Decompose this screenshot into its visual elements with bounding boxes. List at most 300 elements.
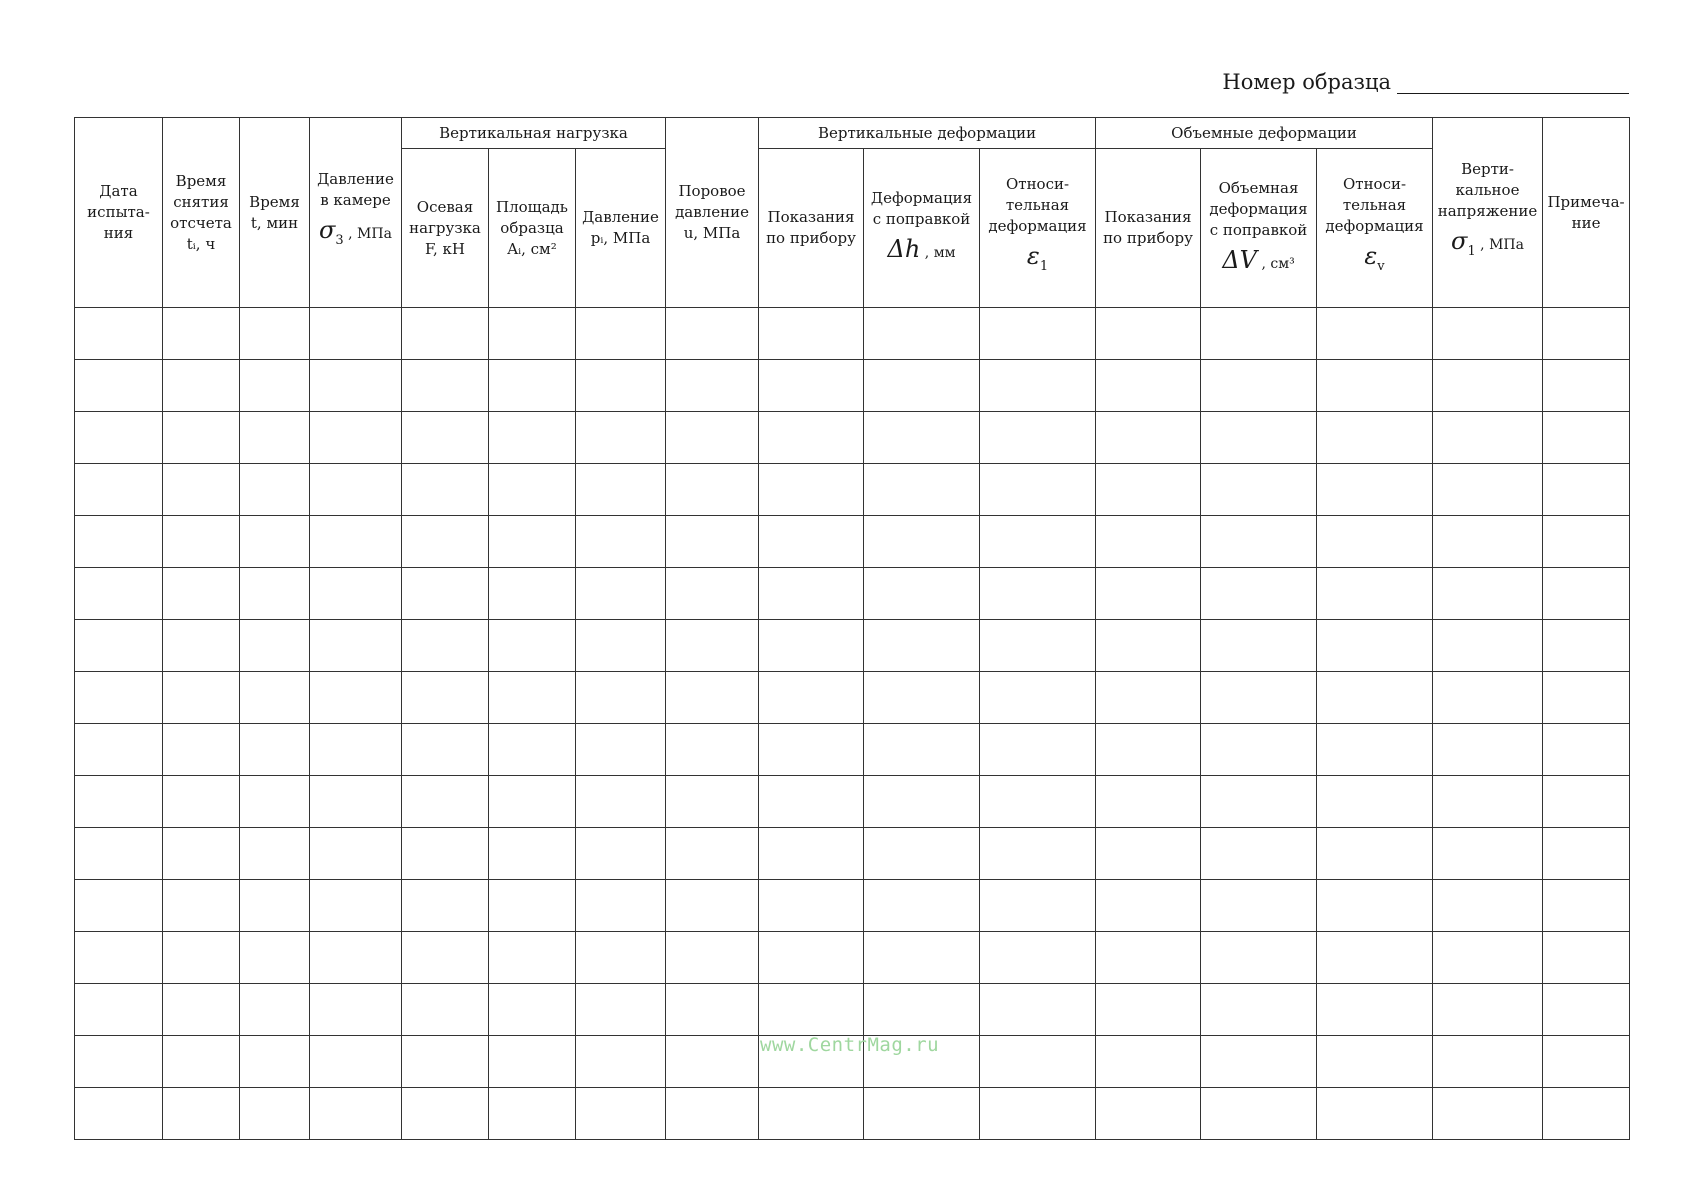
table-cell[interactable] bbox=[1201, 360, 1317, 412]
table-cell[interactable] bbox=[489, 776, 576, 828]
table-cell[interactable] bbox=[75, 724, 163, 776]
table-cell[interactable] bbox=[310, 412, 402, 464]
delta-v-symbol: ΔV , см³ bbox=[1222, 245, 1295, 274]
table-cell[interactable] bbox=[1201, 568, 1317, 620]
table-cell[interactable] bbox=[1201, 880, 1317, 932]
table-cell[interactable] bbox=[759, 672, 864, 724]
table-cell[interactable] bbox=[489, 1036, 576, 1088]
table-cell[interactable] bbox=[1317, 360, 1433, 412]
table-row bbox=[75, 776, 1630, 828]
table-cell[interactable] bbox=[489, 568, 576, 620]
col-vertical-stress: Верти- кальное напряжение $\sigma_1$ , МПа bbox=[1433, 118, 1543, 308]
table-cell[interactable] bbox=[1543, 880, 1630, 932]
table-cell[interactable] bbox=[576, 568, 666, 620]
table-cell[interactable] bbox=[310, 360, 402, 412]
table-cell[interactable] bbox=[489, 308, 576, 360]
table-cell[interactable] bbox=[666, 308, 759, 360]
sigma3-symbol: $\sigma_3$ , МПа bbox=[319, 216, 392, 248]
table-cell[interactable] bbox=[489, 880, 576, 932]
table-cell[interactable] bbox=[864, 412, 980, 464]
table-cell[interactable] bbox=[1317, 672, 1433, 724]
table-cell[interactable] bbox=[1543, 724, 1630, 776]
table-cell[interactable] bbox=[759, 308, 864, 360]
table-cell[interactable] bbox=[759, 880, 864, 932]
table-cell[interactable] bbox=[1317, 828, 1433, 880]
table-cell[interactable] bbox=[240, 516, 310, 568]
table-cell[interactable] bbox=[1317, 620, 1433, 672]
table-cell[interactable] bbox=[864, 308, 980, 360]
table-cell[interactable] bbox=[163, 672, 240, 724]
table-cell[interactable] bbox=[1543, 412, 1630, 464]
group-volume-deformations: Объемные деформации bbox=[1096, 118, 1433, 149]
table-cell[interactable] bbox=[240, 360, 310, 412]
table-cell[interactable] bbox=[240, 1036, 310, 1088]
table-row bbox=[75, 932, 1630, 984]
table-cell[interactable] bbox=[75, 776, 163, 828]
table-cell[interactable] bbox=[75, 620, 163, 672]
table-cell[interactable] bbox=[489, 672, 576, 724]
table-cell[interactable] bbox=[75, 1088, 163, 1140]
table-cell[interactable] bbox=[864, 672, 980, 724]
table-cell[interactable] bbox=[576, 464, 666, 516]
epsilon-v-symbol: $\varepsilon_v$ bbox=[1364, 242, 1385, 274]
table-cell[interactable] bbox=[1201, 776, 1317, 828]
table-cell[interactable] bbox=[402, 412, 489, 464]
table-cell[interactable] bbox=[666, 724, 759, 776]
table-cell[interactable] bbox=[1201, 308, 1317, 360]
table-cell[interactable] bbox=[1317, 516, 1433, 568]
table-cell[interactable] bbox=[489, 1088, 576, 1140]
table-cell[interactable] bbox=[163, 464, 240, 516]
table-cell[interactable] bbox=[240, 828, 310, 880]
table-cell[interactable] bbox=[666, 1036, 759, 1088]
table-cell[interactable] bbox=[402, 464, 489, 516]
table-cell[interactable] bbox=[402, 516, 489, 568]
table-cell[interactable] bbox=[240, 880, 310, 932]
table-cell[interactable] bbox=[75, 516, 163, 568]
table-cell[interactable] bbox=[759, 984, 864, 1036]
table-row bbox=[75, 568, 1630, 620]
table-cell[interactable] bbox=[402, 568, 489, 620]
table-row bbox=[75, 464, 1630, 516]
table-cell[interactable] bbox=[310, 568, 402, 620]
table-cell[interactable] bbox=[75, 464, 163, 516]
table-cell[interactable] bbox=[759, 516, 864, 568]
table-cell[interactable] bbox=[240, 724, 310, 776]
table-cell[interactable] bbox=[163, 1036, 240, 1088]
table-cell[interactable] bbox=[576, 828, 666, 880]
table-cell[interactable] bbox=[666, 932, 759, 984]
col-sample-area: Площадь образца Aᵢ, см² bbox=[489, 149, 576, 308]
table-row bbox=[75, 516, 1630, 568]
table-cell[interactable] bbox=[240, 672, 310, 724]
table-cell[interactable] bbox=[980, 880, 1096, 932]
table-cell[interactable] bbox=[1433, 516, 1543, 568]
table-cell[interactable] bbox=[240, 464, 310, 516]
table-cell[interactable] bbox=[980, 776, 1096, 828]
table-cell[interactable] bbox=[163, 568, 240, 620]
table-row bbox=[75, 360, 1630, 412]
table-cell[interactable] bbox=[864, 516, 980, 568]
header-row-groups bbox=[75, 118, 1630, 149]
table-cell[interactable] bbox=[310, 672, 402, 724]
table-cell[interactable] bbox=[489, 724, 576, 776]
table-cell[interactable] bbox=[163, 308, 240, 360]
table-cell[interactable] bbox=[1317, 568, 1433, 620]
table-cell[interactable] bbox=[980, 620, 1096, 672]
table-cell[interactable] bbox=[1543, 360, 1630, 412]
table-cell[interactable] bbox=[1201, 1036, 1317, 1088]
table-cell[interactable] bbox=[759, 568, 864, 620]
table-cell[interactable] bbox=[310, 516, 402, 568]
table-cell[interactable] bbox=[489, 620, 576, 672]
table-row bbox=[75, 412, 1630, 464]
table-cell[interactable] bbox=[1201, 464, 1317, 516]
table-cell[interactable] bbox=[1543, 984, 1630, 1036]
table-row bbox=[75, 724, 1630, 776]
table-cell[interactable] bbox=[1317, 1088, 1433, 1140]
table-cell[interactable] bbox=[980, 1036, 1096, 1088]
table-cell[interactable] bbox=[310, 464, 402, 516]
table-cell[interactable] bbox=[576, 308, 666, 360]
table-cell[interactable] bbox=[1543, 308, 1630, 360]
table-cell[interactable] bbox=[1433, 568, 1543, 620]
table-cell[interactable] bbox=[1433, 724, 1543, 776]
table-cell[interactable] bbox=[666, 672, 759, 724]
table-cell[interactable] bbox=[1096, 308, 1201, 360]
table-cell[interactable] bbox=[402, 880, 489, 932]
col-vert-relative: Относи- тельная деформация $\varepsilon_1$ bbox=[980, 149, 1096, 308]
table-cell[interactable] bbox=[1433, 880, 1543, 932]
table-cell[interactable] bbox=[1543, 932, 1630, 984]
table-cell[interactable] bbox=[1201, 620, 1317, 672]
table-cell[interactable] bbox=[1096, 984, 1201, 1036]
table-cell[interactable] bbox=[576, 360, 666, 412]
table-cell[interactable] bbox=[1201, 932, 1317, 984]
table-cell[interactable] bbox=[75, 828, 163, 880]
table-cell[interactable] bbox=[1201, 672, 1317, 724]
table-cell[interactable] bbox=[240, 984, 310, 1036]
table-cell[interactable] bbox=[1317, 724, 1433, 776]
table-cell[interactable] bbox=[310, 932, 402, 984]
table-cell[interactable] bbox=[1317, 464, 1433, 516]
table-cell[interactable] bbox=[666, 984, 759, 1036]
table-cell[interactable] bbox=[1433, 464, 1543, 516]
table-cell[interactable] bbox=[163, 516, 240, 568]
table-cell[interactable] bbox=[1317, 880, 1433, 932]
table-cell[interactable] bbox=[1543, 776, 1630, 828]
table-cell[interactable] bbox=[576, 516, 666, 568]
table-cell[interactable] bbox=[759, 828, 864, 880]
table-cell[interactable] bbox=[666, 464, 759, 516]
delta-h-symbol: Δh , мм bbox=[887, 235, 956, 263]
table-cell[interactable] bbox=[1543, 464, 1630, 516]
table-row bbox=[75, 308, 1630, 360]
table-cell[interactable] bbox=[489, 984, 576, 1036]
group-vertical-load: Вертикальная нагрузка bbox=[402, 118, 666, 149]
table-cell[interactable] bbox=[240, 308, 310, 360]
table-cell[interactable] bbox=[1096, 360, 1201, 412]
table-cell[interactable] bbox=[240, 568, 310, 620]
table-cell[interactable] bbox=[1317, 932, 1433, 984]
table-cell[interactable] bbox=[576, 932, 666, 984]
table-cell[interactable] bbox=[1543, 1036, 1630, 1088]
table-cell[interactable] bbox=[759, 360, 864, 412]
watermark: www.CentrMag.ru bbox=[760, 1034, 940, 1056]
table-cell[interactable] bbox=[666, 776, 759, 828]
table-cell[interactable] bbox=[759, 464, 864, 516]
table-cell[interactable] bbox=[864, 776, 980, 828]
col-pressure: Давление pᵢ, МПа bbox=[576, 149, 666, 308]
col-reading-time: Время снятия отсчета tᵢ, ч bbox=[163, 118, 240, 308]
col-vert-readings: Показания по прибору bbox=[759, 149, 864, 308]
table-cell[interactable] bbox=[75, 672, 163, 724]
table-cell[interactable] bbox=[310, 308, 402, 360]
table-cell[interactable] bbox=[980, 1088, 1096, 1140]
col-axial-load: Осевая нагрузка F, кН bbox=[402, 149, 489, 308]
table-cell[interactable] bbox=[163, 984, 240, 1036]
col-vol-corrected: Объемная деформация с поправкой ΔV , см³ bbox=[1201, 149, 1317, 308]
table-cell[interactable] bbox=[864, 880, 980, 932]
table-cell[interactable] bbox=[1317, 776, 1433, 828]
table-cell[interactable] bbox=[864, 724, 980, 776]
col-time: Время t, мин bbox=[240, 118, 310, 308]
table-cell[interactable] bbox=[1096, 724, 1201, 776]
table-cell[interactable] bbox=[576, 724, 666, 776]
table-cell[interactable] bbox=[489, 932, 576, 984]
table-cell[interactable] bbox=[489, 360, 576, 412]
table-cell[interactable] bbox=[310, 1088, 402, 1140]
table-cell[interactable] bbox=[310, 984, 402, 1036]
table-cell[interactable] bbox=[402, 776, 489, 828]
table-cell[interactable] bbox=[1543, 620, 1630, 672]
table-cell[interactable] bbox=[864, 620, 980, 672]
table-cell[interactable] bbox=[163, 932, 240, 984]
table-row bbox=[75, 620, 1630, 672]
table-cell[interactable] bbox=[75, 984, 163, 1036]
table-cell[interactable] bbox=[576, 880, 666, 932]
group-vertical-deformations: Вертикальные деформации bbox=[759, 118, 1096, 149]
table-cell[interactable] bbox=[402, 620, 489, 672]
table-cell[interactable] bbox=[759, 1088, 864, 1140]
table-cell[interactable] bbox=[163, 880, 240, 932]
table-cell[interactable] bbox=[864, 360, 980, 412]
col-vol-relative: Относи- тельная деформация $\varepsilon_v$ bbox=[1317, 149, 1433, 308]
table-cell[interactable] bbox=[759, 620, 864, 672]
table-cell[interactable] bbox=[75, 412, 163, 464]
table-cell[interactable] bbox=[1543, 1088, 1630, 1140]
table-cell[interactable] bbox=[1096, 464, 1201, 516]
table-cell[interactable] bbox=[1433, 932, 1543, 984]
table-body bbox=[75, 308, 1630, 1140]
sample-number-field bbox=[1222, 70, 1629, 94]
table-cell[interactable] bbox=[576, 1036, 666, 1088]
table-cell[interactable] bbox=[980, 984, 1096, 1036]
table-row bbox=[75, 828, 1630, 880]
table-cell[interactable] bbox=[759, 932, 864, 984]
table-cell[interactable] bbox=[310, 776, 402, 828]
table-cell[interactable] bbox=[1201, 984, 1317, 1036]
table-cell[interactable] bbox=[864, 984, 980, 1036]
table-cell[interactable] bbox=[1096, 828, 1201, 880]
table-cell[interactable] bbox=[310, 620, 402, 672]
table-cell[interactable] bbox=[666, 516, 759, 568]
table-cell[interactable] bbox=[163, 620, 240, 672]
col-test-date: Дата испыта- ния bbox=[75, 118, 163, 308]
table-cell[interactable] bbox=[240, 620, 310, 672]
table-cell[interactable] bbox=[864, 464, 980, 516]
table-cell[interactable] bbox=[75, 360, 163, 412]
table-cell[interactable] bbox=[1317, 984, 1433, 1036]
table-cell[interactable] bbox=[576, 620, 666, 672]
table-cell[interactable] bbox=[1317, 308, 1433, 360]
table-cell[interactable] bbox=[864, 1088, 980, 1140]
table-cell[interactable] bbox=[666, 1088, 759, 1140]
table-cell[interactable] bbox=[666, 828, 759, 880]
table-cell[interactable] bbox=[75, 880, 163, 932]
table-cell[interactable] bbox=[1433, 776, 1543, 828]
table-cell[interactable] bbox=[1543, 672, 1630, 724]
table-cell[interactable] bbox=[240, 412, 310, 464]
col-vert-corrected: Деформация с поправкой Δh , мм bbox=[864, 149, 980, 308]
table-cell[interactable] bbox=[666, 568, 759, 620]
table-cell[interactable] bbox=[489, 464, 576, 516]
table-cell[interactable] bbox=[666, 412, 759, 464]
table-cell[interactable] bbox=[163, 412, 240, 464]
table-cell[interactable] bbox=[980, 724, 1096, 776]
table-cell[interactable] bbox=[310, 724, 402, 776]
table-cell[interactable] bbox=[1096, 1036, 1201, 1088]
table-cell[interactable] bbox=[489, 412, 576, 464]
col-notes: Примеча- ние bbox=[1543, 118, 1630, 308]
table-cell[interactable] bbox=[240, 932, 310, 984]
table-cell[interactable] bbox=[402, 360, 489, 412]
table-cell[interactable] bbox=[402, 984, 489, 1036]
table-cell[interactable] bbox=[666, 880, 759, 932]
table-cell[interactable] bbox=[75, 308, 163, 360]
sample-number-blank[interactable] bbox=[1397, 71, 1629, 94]
epsilon1-symbol: $\varepsilon_1$ bbox=[1026, 242, 1049, 274]
table-cell[interactable] bbox=[75, 568, 163, 620]
table-cell[interactable] bbox=[1317, 1036, 1433, 1088]
table-cell[interactable] bbox=[759, 724, 864, 776]
table-cell[interactable] bbox=[163, 724, 240, 776]
table-row bbox=[75, 672, 1630, 724]
table-cell[interactable] bbox=[576, 984, 666, 1036]
table-cell[interactable] bbox=[1096, 516, 1201, 568]
col-chamber-pressure: Давление в камере $\sigma_3$ , МПа bbox=[310, 118, 402, 308]
table-cell[interactable] bbox=[1096, 620, 1201, 672]
table-cell[interactable] bbox=[402, 672, 489, 724]
table-cell[interactable] bbox=[1543, 568, 1630, 620]
table-cell[interactable] bbox=[163, 776, 240, 828]
table-cell[interactable] bbox=[576, 672, 666, 724]
table-cell[interactable] bbox=[666, 360, 759, 412]
table-cell[interactable] bbox=[1433, 620, 1543, 672]
table-cell[interactable] bbox=[980, 568, 1096, 620]
table-cell[interactable] bbox=[310, 880, 402, 932]
table-cell[interactable] bbox=[576, 1088, 666, 1140]
table-cell[interactable] bbox=[489, 828, 576, 880]
table-row bbox=[75, 984, 1630, 1036]
table-cell[interactable] bbox=[1433, 828, 1543, 880]
table-cell[interactable] bbox=[1201, 1088, 1317, 1140]
table-cell[interactable] bbox=[1433, 308, 1543, 360]
table-cell[interactable] bbox=[1201, 724, 1317, 776]
table-cell[interactable] bbox=[1433, 1036, 1543, 1088]
table-cell[interactable] bbox=[980, 516, 1096, 568]
table-cell[interactable] bbox=[310, 1036, 402, 1088]
table-cell[interactable] bbox=[1096, 880, 1201, 932]
table-cell[interactable] bbox=[402, 932, 489, 984]
table-cell[interactable] bbox=[759, 412, 864, 464]
table-cell[interactable] bbox=[1096, 932, 1201, 984]
table-cell[interactable] bbox=[1433, 984, 1543, 1036]
table-cell[interactable] bbox=[980, 672, 1096, 724]
table-cell[interactable] bbox=[402, 1088, 489, 1140]
table-cell[interactable] bbox=[980, 412, 1096, 464]
table-cell[interactable] bbox=[1543, 828, 1630, 880]
table-cell[interactable] bbox=[163, 360, 240, 412]
table-cell[interactable] bbox=[980, 932, 1096, 984]
table-cell[interactable] bbox=[1096, 568, 1201, 620]
table-cell[interactable] bbox=[402, 1036, 489, 1088]
table-cell[interactable] bbox=[980, 828, 1096, 880]
table-cell[interactable] bbox=[576, 776, 666, 828]
col-vol-readings: Показания по прибору bbox=[1096, 149, 1201, 308]
table-cell[interactable] bbox=[1201, 412, 1317, 464]
table-cell[interactable] bbox=[864, 932, 980, 984]
table-cell[interactable] bbox=[759, 776, 864, 828]
table-cell[interactable] bbox=[1096, 412, 1201, 464]
table-cell[interactable] bbox=[163, 1088, 240, 1140]
table-cell[interactable] bbox=[402, 308, 489, 360]
table-cell[interactable] bbox=[1201, 516, 1317, 568]
table-cell[interactable] bbox=[240, 1088, 310, 1140]
col-pore-pressure: Поровое давление u, МПа bbox=[666, 118, 759, 308]
table-cell[interactable] bbox=[1433, 672, 1543, 724]
table-cell[interactable] bbox=[75, 1036, 163, 1088]
table-cell[interactable] bbox=[1317, 412, 1433, 464]
table-cell[interactable] bbox=[1433, 412, 1543, 464]
table-cell[interactable] bbox=[980, 464, 1096, 516]
table-cell[interactable] bbox=[864, 828, 980, 880]
table-cell[interactable] bbox=[980, 360, 1096, 412]
table-cell[interactable] bbox=[864, 568, 980, 620]
table-cell[interactable] bbox=[310, 828, 402, 880]
table-cell[interactable] bbox=[1201, 828, 1317, 880]
table-cell[interactable] bbox=[1433, 1088, 1543, 1140]
table-cell[interactable] bbox=[1096, 1088, 1201, 1140]
table-cell[interactable] bbox=[666, 620, 759, 672]
table-cell[interactable] bbox=[402, 724, 489, 776]
table-cell[interactable] bbox=[163, 828, 240, 880]
table-cell[interactable] bbox=[402, 828, 489, 880]
table-cell[interactable] bbox=[1096, 672, 1201, 724]
table-cell[interactable] bbox=[980, 308, 1096, 360]
table-cell[interactable] bbox=[1096, 776, 1201, 828]
table-cell[interactable] bbox=[1543, 516, 1630, 568]
test-log-table bbox=[74, 117, 1630, 1140]
table-row bbox=[75, 1088, 1630, 1140]
table-row bbox=[75, 880, 1630, 932]
table-cell[interactable] bbox=[1433, 360, 1543, 412]
table-cell[interactable] bbox=[489, 516, 576, 568]
table-cell[interactable] bbox=[576, 412, 666, 464]
sample-number-label: Номер образца bbox=[1222, 70, 1391, 94]
table-cell[interactable] bbox=[75, 932, 163, 984]
table-cell[interactable] bbox=[240, 776, 310, 828]
